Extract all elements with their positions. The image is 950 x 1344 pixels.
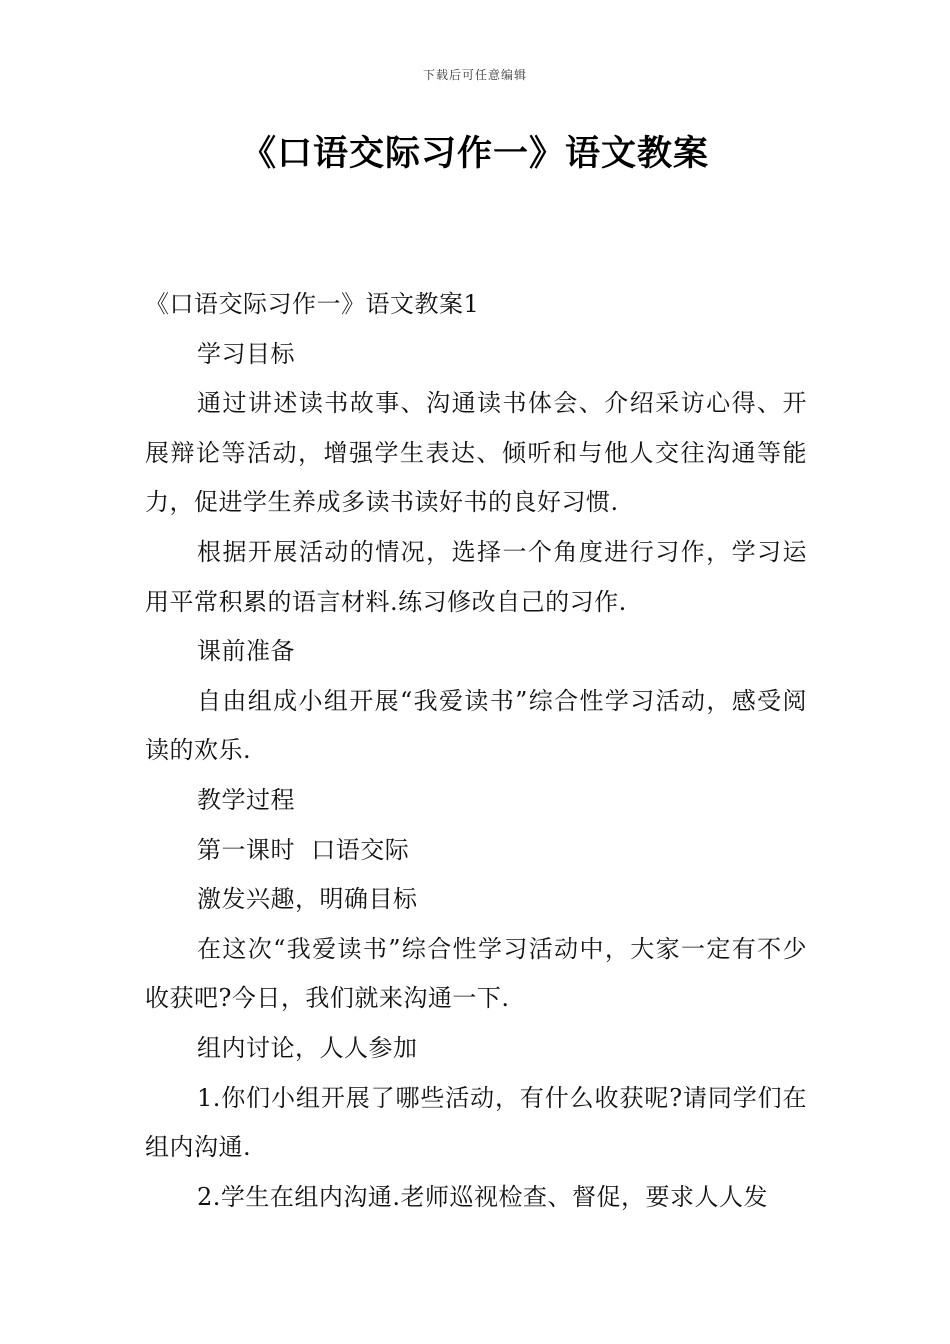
paragraph-subheading: 激发兴趣，明确目标 (197, 885, 418, 914)
paragraph: 1.你们小组开展了哪些活动，有什么收获呢?请同学们在组内沟通. (145, 1083, 807, 1162)
paragraph: 通过讲述读书故事、沟通读书体会、介绍采访心得、开展辩论等活动，增强学生表达、倾听和与他人交往沟通等能力，促进学生养成多读书读好书的良好习惯. (145, 389, 807, 517)
document-title: 《口语交际习作一》语文教案 (240, 134, 709, 174)
paragraph-subheading: 组内讨论，人人参加 (197, 1033, 418, 1062)
paragraph: 2.学生在组内沟通.老师巡视检查、督促，要求人人发 (197, 1182, 769, 1211)
section-heading: 《口语交际习作一》语文教案1 (145, 290, 480, 318)
paragraph-lesson-heading: 第一课时 口语交际 (197, 835, 410, 864)
header-note: 下载后可任意编辑 (422, 68, 527, 82)
paragraph-process-heading: 教学过程 (197, 785, 295, 814)
paragraph: 自由组成小组开展“我爱读书”综合性学习活动，感受阅读的欢乐. (145, 686, 807, 765)
paragraph-learning-goals-heading: 学习目标 (197, 339, 295, 368)
paragraph-preparation-heading: 课前准备 (197, 637, 295, 666)
paragraph: 在这次“我爱读书”综合性学习活动中，大家一定有不少收获吧?今日，我们就来沟通一下. (145, 934, 807, 1013)
paragraph: 根据开展活动的情况，选择一个角度进行习作，学习运用平常积累的语言材料.练习修改自己的习作. (145, 537, 807, 616)
document-body (145, 280, 807, 1222)
